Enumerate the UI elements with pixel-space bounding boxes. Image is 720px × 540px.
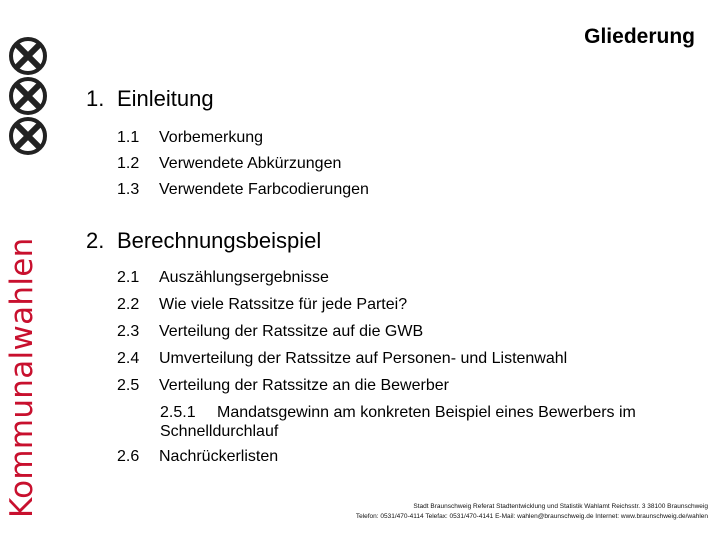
item-number: 2.4	[117, 350, 140, 367]
subitem-number: 2.5.1	[160, 404, 196, 421]
item-label: Vorbemerkung	[159, 129, 264, 146]
outline-item	[117, 268, 329, 287]
item-number: 2.3	[117, 323, 140, 340]
outline-subitem	[160, 403, 700, 441]
page-title: Gliederung	[584, 25, 695, 48]
sidebar-label: Kommunalwahlen	[4, 237, 40, 518]
footer	[356, 502, 708, 522]
section-heading-berechnungsbeispiel	[86, 228, 321, 254]
item-number: 2.6	[117, 448, 140, 465]
section-heading-einleitung	[86, 86, 214, 112]
outline-item	[117, 349, 567, 368]
item-label: Nachrückerlisten	[159, 448, 279, 465]
section-label: Einleitung	[117, 86, 214, 111]
item-number: 1.2	[117, 155, 140, 172]
outline-item	[117, 128, 263, 147]
item-number: 2.2	[117, 296, 140, 313]
subitem-label: Mandatsgewinn am konkreten Beispiel eines Bewerbers im Schnelldurchlauf	[160, 404, 636, 440]
section-number: 2.	[86, 228, 105, 253]
outline-item	[117, 322, 423, 341]
item-label: Verteilung der Ratssitze an die Bewerber	[159, 377, 449, 394]
item-number: 1.1	[117, 129, 140, 146]
crossed-circle-icon	[8, 76, 48, 116]
item-label: Verwendete Abkürzungen	[159, 155, 342, 172]
outline-item	[117, 447, 278, 466]
crossed-circle-icon	[8, 116, 48, 156]
item-number: 1.3	[117, 181, 140, 198]
outline-item	[117, 376, 449, 395]
outline-item	[117, 295, 407, 314]
item-number: 2.5	[117, 377, 140, 394]
section-label: Berechnungsbeispiel	[117, 228, 322, 253]
item-label: Auszählungsergebnisse	[159, 269, 329, 286]
item-label: Umverteilung der Ratssitze auf Personen- und Listenwahl	[159, 350, 568, 367]
item-label: Verteilung der Ratssitze auf die GWB	[159, 323, 424, 340]
outline-item	[117, 154, 341, 173]
item-number: 2.1	[117, 269, 140, 286]
outline-item	[117, 180, 369, 199]
item-label: Verwendete Farbcodierungen	[159, 181, 369, 198]
footer-contact: Telefon: 0531/470-4114 Telefax: 0531/470-4141 E-Mail: wahlen@braunschweig.de Internet: www.braunschweig.de/wahlen	[355, 513, 708, 520]
sidebar	[0, 0, 56, 540]
item-label: Wie viele Ratssitze für jede Partei?	[159, 296, 408, 313]
section-number: 1.	[86, 86, 105, 111]
footer-address: Stadt Braunschweig Referat Stadtentwicklung und Statistik Wahlamt Reichsstr. 3 38100 Braunschweig	[413, 503, 708, 510]
